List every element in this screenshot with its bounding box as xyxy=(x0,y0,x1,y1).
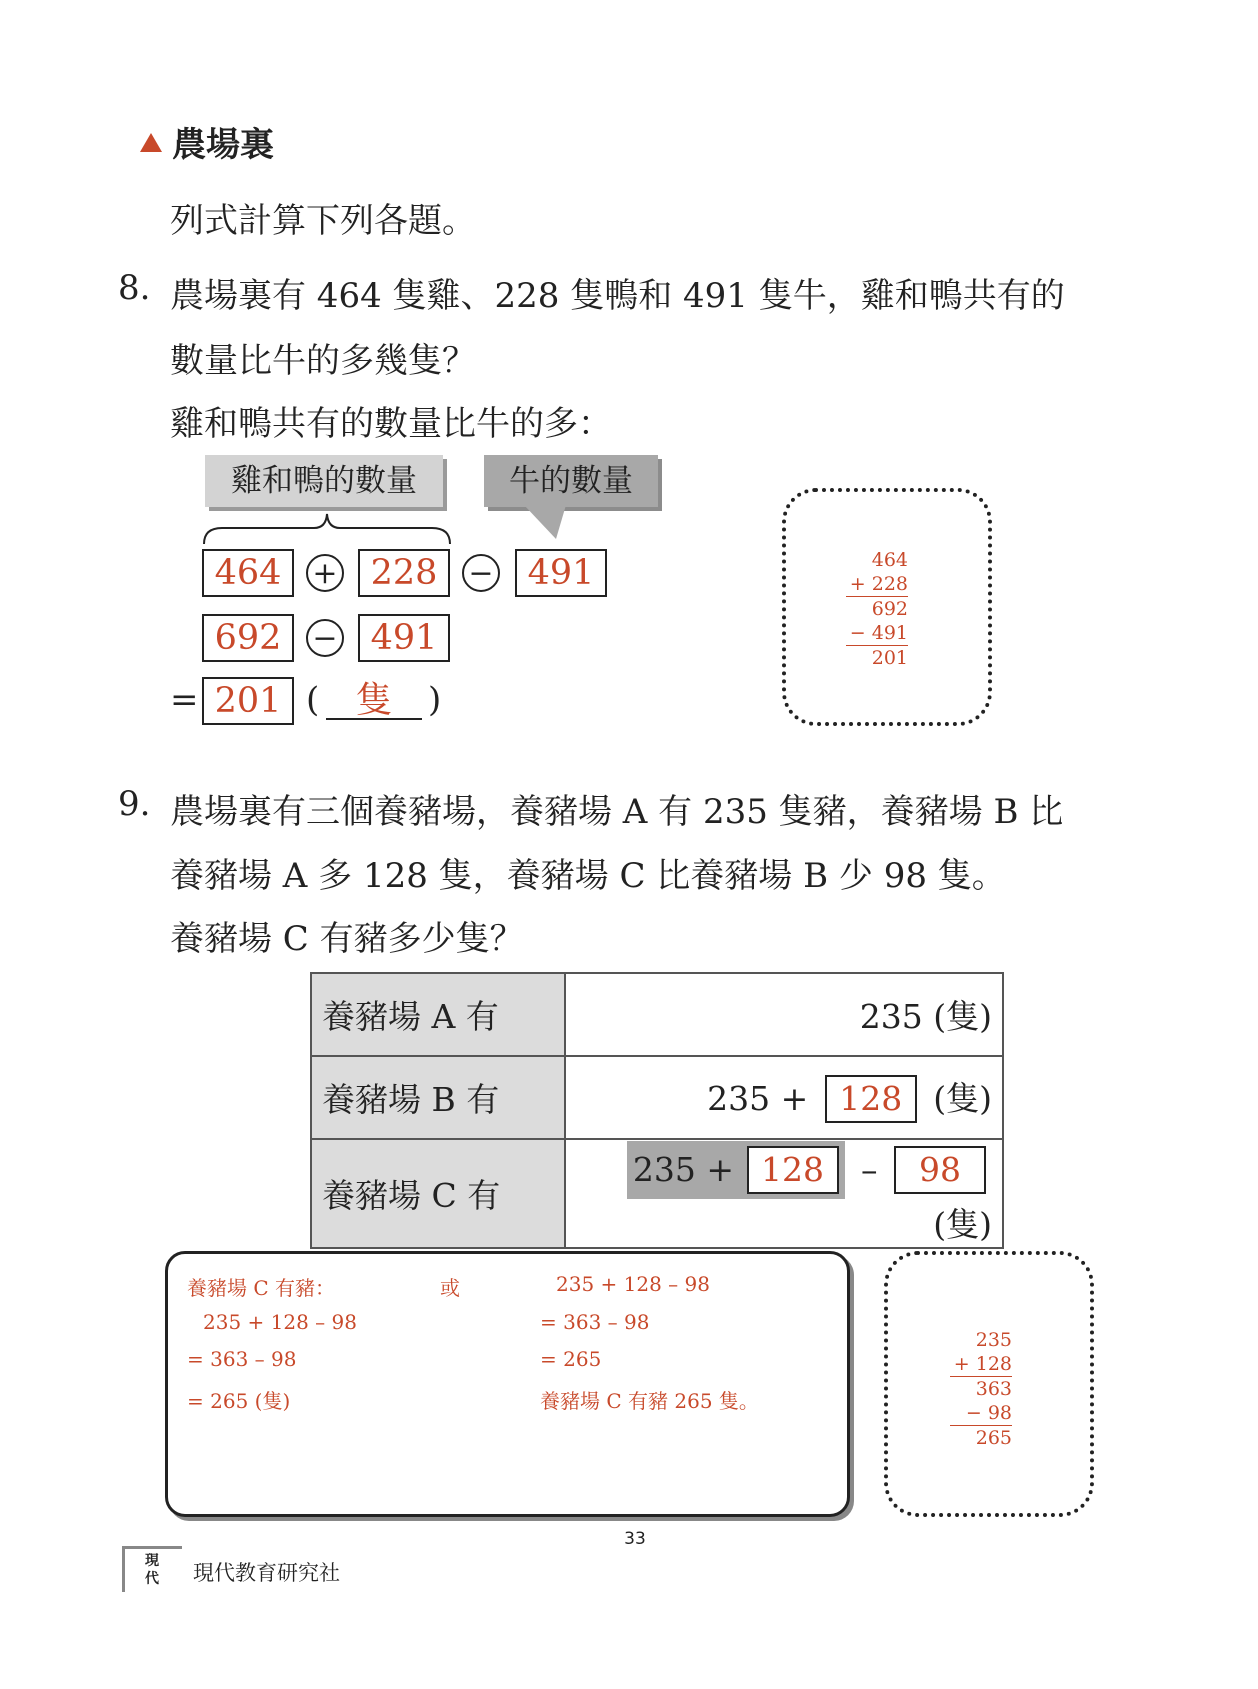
q9-ans-left-1: 235 + 128 – 98 xyxy=(203,1310,357,1334)
q9-line2: 養豬場 A 多 128 隻，養豬場 C 比養豬場 B 少 98 隻。 xyxy=(170,856,1006,896)
row-b-box: 128 xyxy=(825,1075,917,1123)
row-c-value: 235 + 128 – 98 (隻) xyxy=(565,1139,1003,1248)
q8-box-464: 464 xyxy=(202,549,294,597)
q9-table xyxy=(310,972,1004,1249)
q8-line1: 農場裏有 464 隻雞、228 隻鴨和 491 隻牛，雞和鴨共有的 xyxy=(170,276,1065,316)
label-chicken-duck: 雞和鴨的數量 xyxy=(205,455,443,507)
q8-line3: 雞和鴨共有的數量比牛的多： xyxy=(170,404,612,444)
row-c-box1: 128 xyxy=(747,1146,839,1194)
q8-unit-open: ( xyxy=(306,680,320,720)
q8-box-228: 228 xyxy=(358,549,450,597)
row-a-label: 養豬場 A 有 xyxy=(311,973,565,1056)
q9-ans-right-1: = 363 – 98 xyxy=(540,1310,650,1334)
q9-line3: 養豬場 C 有豬多少隻？ xyxy=(170,919,524,959)
row-a-value: 235 (隻) xyxy=(565,973,1003,1056)
publisher-logo: 現代 xyxy=(122,1546,182,1592)
section-title: 農場裏 xyxy=(172,125,274,165)
q9-ans-or: 或 xyxy=(440,1276,460,1300)
q8-number: 8. xyxy=(118,268,151,308)
q9-number: 9. xyxy=(118,784,151,824)
q9-ans-left-2: = 363 – 98 xyxy=(187,1347,297,1371)
instruction-text: 列式計算下列各題。 xyxy=(170,201,476,241)
q8-line2: 數量比牛的多幾隻？ xyxy=(170,341,476,381)
minus-circle-icon: − xyxy=(306,619,344,657)
q8-box-491: 491 xyxy=(515,549,607,597)
q9-ans-right-3: 養豬場 C 有豬 265 隻。 xyxy=(540,1389,759,1413)
q9-ans-left-0: 養豬場 C 有豬： xyxy=(187,1276,336,1300)
q8-box-491b: 491 xyxy=(358,614,450,662)
row-b-label: 養豬場 B 有 xyxy=(311,1056,565,1139)
row-c-label: 養豬場 C 有 xyxy=(311,1139,565,1248)
triangle-bullet-icon xyxy=(140,133,162,152)
minus-circle-icon: − xyxy=(462,554,500,592)
row-b-value: 235 + 128 (隻) xyxy=(565,1056,1003,1139)
label-cattle: 牛的數量 xyxy=(484,455,658,507)
brace-icon xyxy=(202,512,452,548)
q9-ans-right-2: = 265 xyxy=(540,1347,602,1371)
grey-highlight: 235 + 128 xyxy=(627,1141,845,1199)
q9-line1: 農場裏有三個養豬場，養豬場 A 有 235 隻豬，養豬場 B 比 xyxy=(170,792,1064,832)
q9-ans-right-0: 235 + 128 – 98 xyxy=(556,1272,710,1296)
page-number: 33 xyxy=(624,1529,646,1549)
q8-box-692: 692 xyxy=(202,614,294,662)
publisher-name: 現代教育研究社 xyxy=(193,1561,340,1585)
row-c-box2: 98 xyxy=(894,1146,986,1194)
q8-equals: = xyxy=(170,680,199,720)
plus-circle-icon: + xyxy=(306,554,344,592)
q8-unit: 隻 xyxy=(326,672,422,720)
callout-pointer xyxy=(520,505,570,541)
q8-unit-close: ) xyxy=(428,680,442,720)
q8-vertical-calc: 464 + 228 692 − 491 201 xyxy=(846,548,908,670)
q8-result-box: 201 xyxy=(202,677,294,725)
q9-ans-left-3: = 265 (隻) xyxy=(187,1389,291,1413)
q9-vertical-calc: 235 + 128 363 − 98 265 xyxy=(950,1328,1012,1450)
